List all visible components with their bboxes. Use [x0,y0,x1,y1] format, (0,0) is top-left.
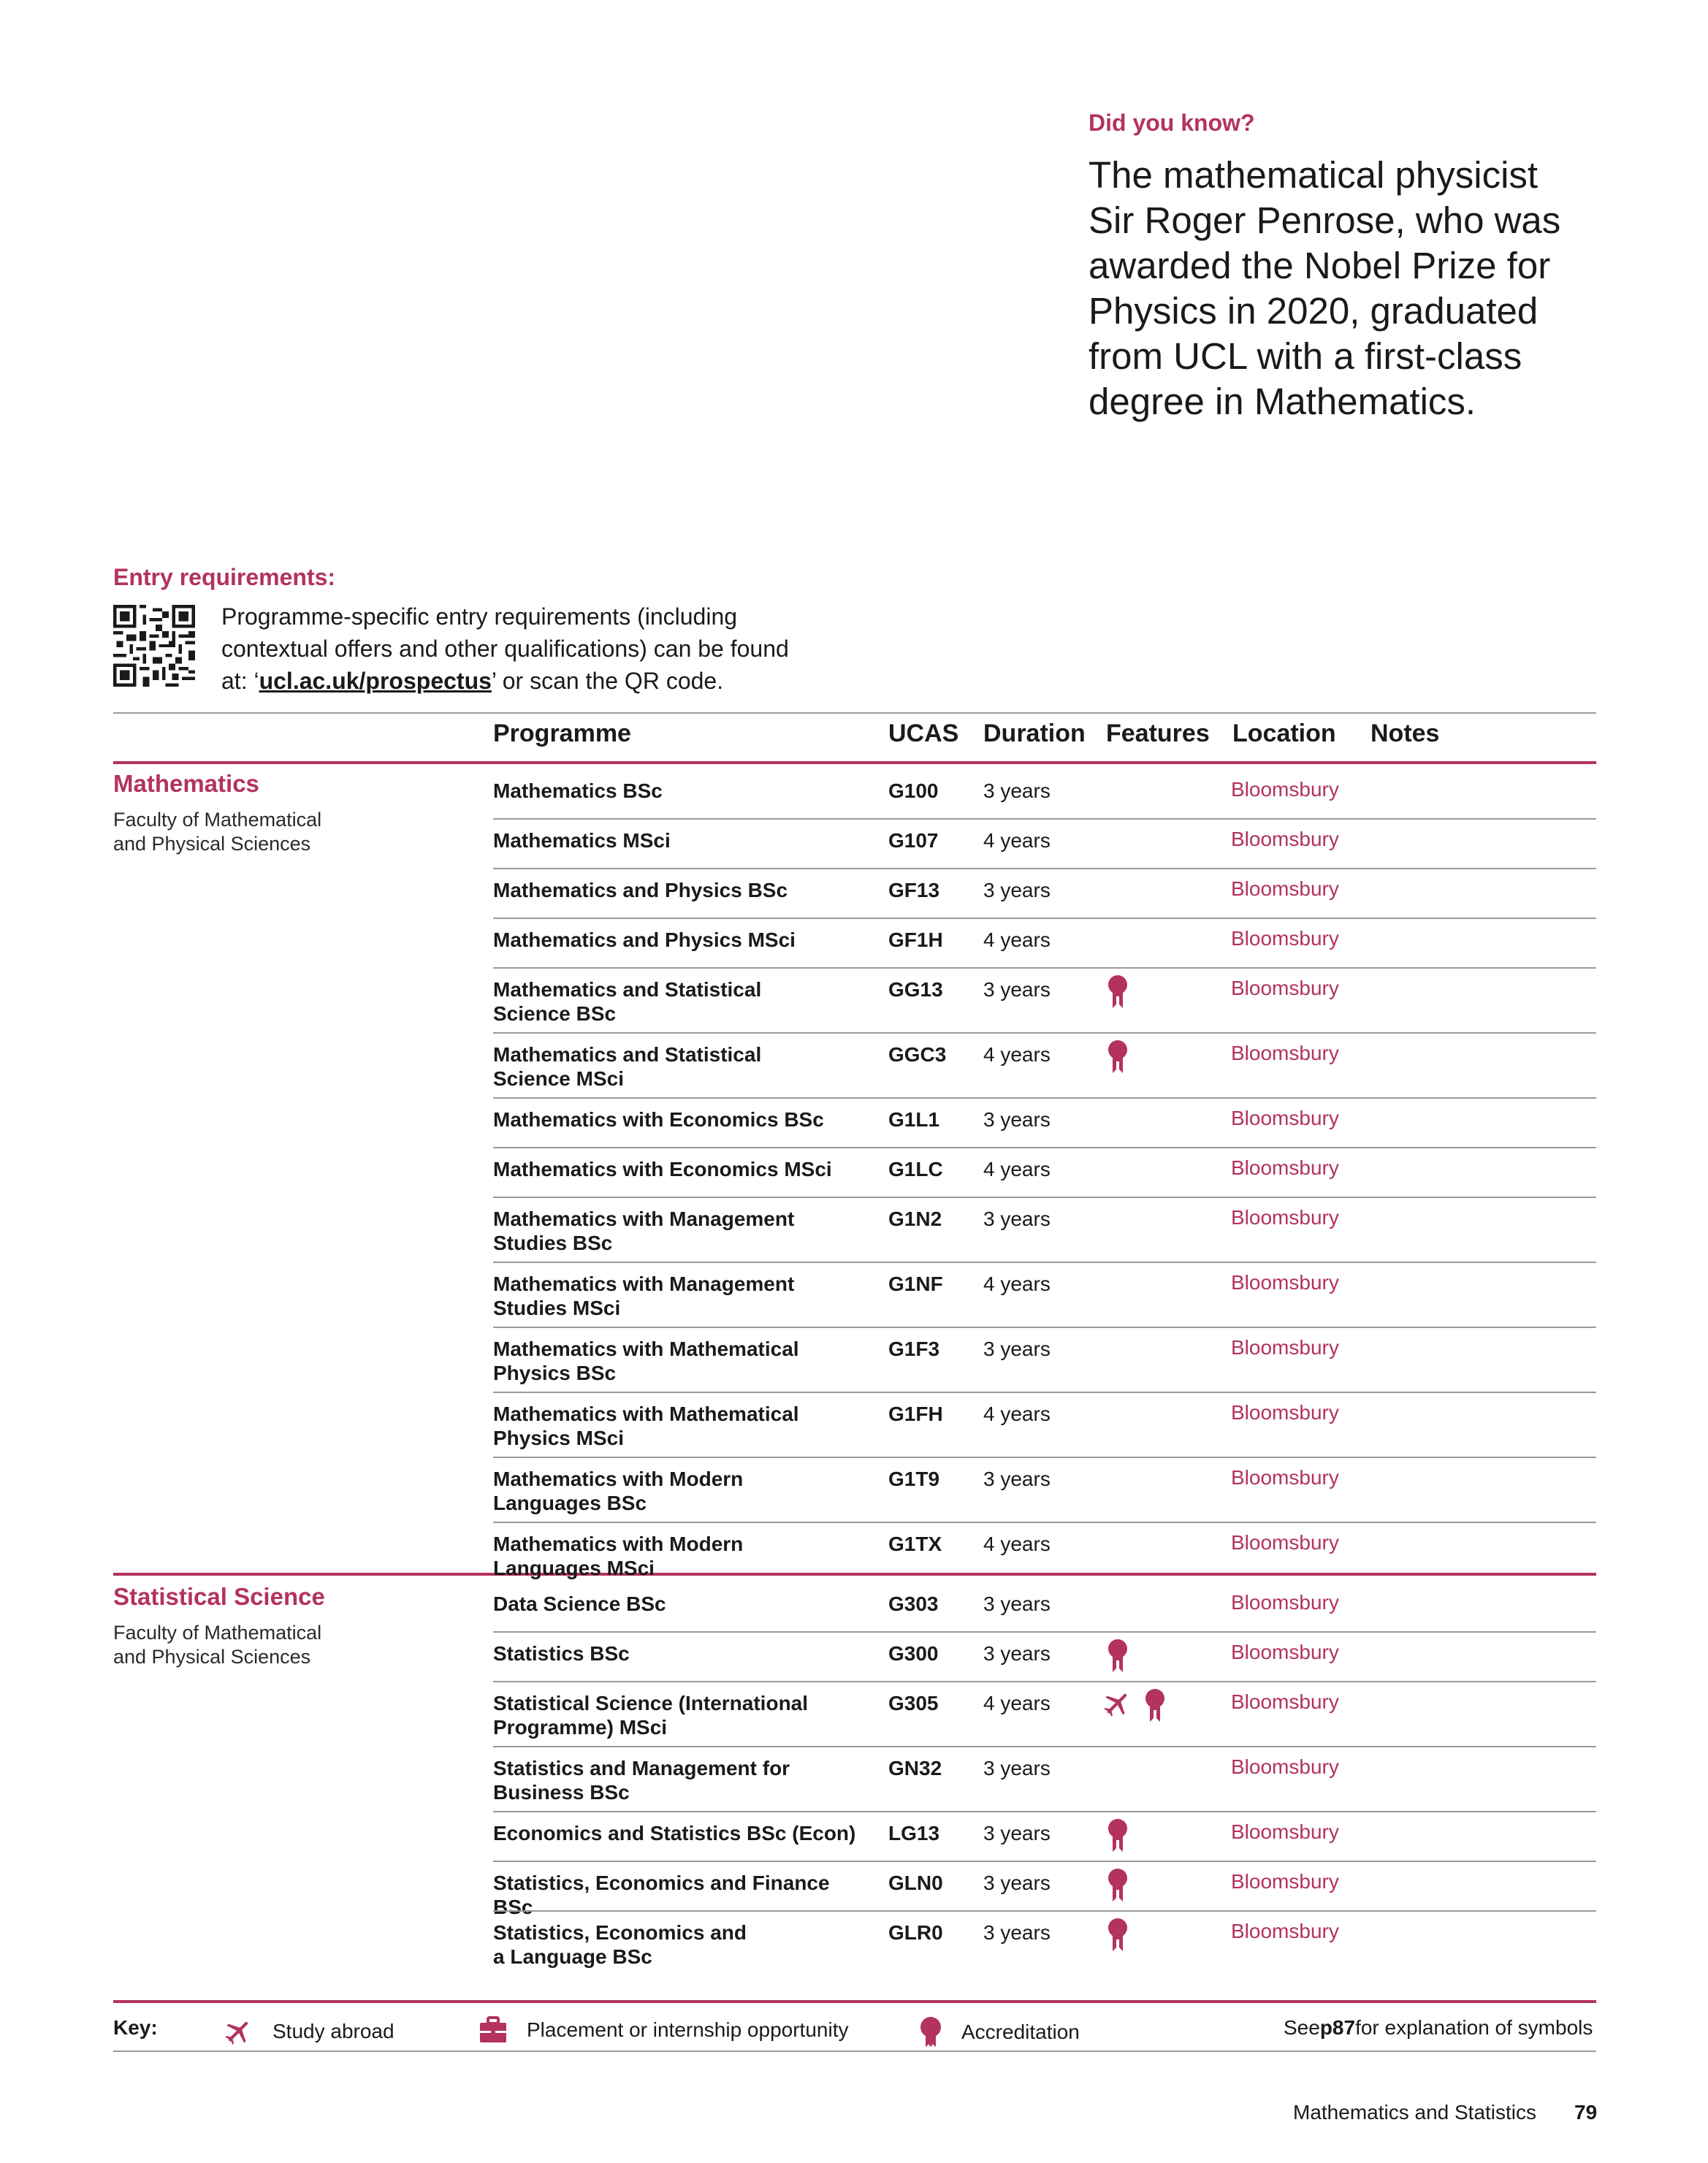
programme-name [493,928,873,952]
location: Bloomsbury [1231,1156,1339,1179]
key-placement-text: Placement or internship opportunity [527,2018,849,2041]
duration: 4 years [983,1158,1051,1180]
did-you-know-text [1089,153,1614,424]
duration: 3 years [983,1468,1051,1490]
header-location: Location [1232,720,1336,747]
ucas-code: G1NF [888,1273,943,1295]
entry-line [221,665,850,697]
duration: 4 years [983,1043,1051,1066]
programme-name-line: Mathematics and Physics BSc [493,879,788,901]
table-row[interactable] [0,1682,1708,1747]
ucas-code: GF1H [888,928,943,951]
features [1107,1868,1129,1904]
duration: 3 years [983,1338,1051,1360]
table-row[interactable] [0,1034,1708,1099]
programme-name-line: Mathematics with Mathematical [493,1338,799,1360]
key-placement [479,2016,848,2044]
key-study-abroad [223,2016,394,2047]
programme-name-line: a Language BSc [493,1945,652,1968]
programme-name-line: Statistical Science (International [493,1692,809,1714]
rosette-icon [1107,1639,1129,1677]
table-row[interactable] [0,1862,1708,1918]
programme-name-line: Statistics, Economics and [493,1921,747,1944]
programme-name-line: Science BSc [493,1002,617,1025]
location: Bloomsbury [1231,1690,1339,1713]
duration: 3 years [983,1872,1051,1894]
rosette-icon [1107,1039,1129,1078]
entry-requirements-text [221,600,850,697]
table-row[interactable] [0,869,1708,919]
programme-name [493,1532,873,1580]
programme-name-line: Mathematics with Mathematical [493,1403,799,1425]
location: Bloomsbury [1231,927,1339,950]
location: Bloomsbury [1231,1466,1339,1489]
rosette-icon [1144,1688,1166,1727]
did-you-know-line: The mathematical physicist [1089,154,1539,196]
group-title: Mathematics [113,770,259,797]
group-faculty-line: Faculty of Mathematical [113,809,322,831]
table-row[interactable] [0,1747,1708,1812]
table-row[interactable] [0,1393,1708,1458]
duration: 3 years [983,879,1051,901]
ucas-code: GLR0 [888,1921,943,1944]
programme-name [493,1821,873,1845]
programme-name [493,1592,873,1616]
location: Bloomsbury [1231,1870,1339,1893]
features [1102,1688,1166,1725]
duration: 4 years [983,1273,1051,1295]
ucas-code: GG13 [888,978,943,1001]
programme-name [493,1467,873,1515]
header-features: Features [1106,720,1210,747]
programme-name-line: Mathematics with Modern [493,1468,744,1490]
duration: 3 years [983,1757,1051,1779]
programme-name [493,779,873,803]
programme-name-line: Economics and Statistics BSc (Econ) [493,1822,856,1845]
location: Bloomsbury [1231,1401,1339,1424]
location: Bloomsbury [1231,1271,1339,1294]
entry-line: Programme-specific entry requirements (including [221,603,738,630]
duration: 3 years [983,1108,1051,1131]
duration: 3 years [983,1822,1051,1845]
programme-name-line: Mathematics with Economics MSci [493,1158,832,1180]
did-you-know-line: from UCL with a first-class [1089,335,1522,377]
ucas-code: G1TX [888,1533,942,1555]
programme-name-line: Statistics BSc [493,1642,630,1665]
features [1107,1818,1129,1855]
ucas-code: G1F3 [888,1338,940,1360]
table-row[interactable] [0,1263,1708,1328]
duration: 3 years [983,978,1051,1001]
programme-name [493,1920,873,1969]
ucas-code: G1L1 [888,1108,940,1131]
ucas-code: G1T9 [888,1468,940,1490]
programme-name-line: Mathematics with Economics BSc [493,1108,824,1131]
location: Bloomsbury [1231,1641,1339,1663]
duration: 3 years [983,1592,1051,1615]
header-rule [113,761,1596,764]
did-you-know-panel [1089,110,1614,424]
table-row[interactable] [0,1812,1708,1862]
header-notes: Notes [1370,720,1440,747]
programme-name [493,1756,873,1804]
header-duration: Duration [983,720,1086,747]
did-you-know-line: Sir Roger Penrose, who was [1089,199,1561,241]
programme-name [493,828,873,852]
duration: 4 years [983,1533,1051,1555]
key-bottom-rule [113,2051,1596,2052]
key-note-page[interactable]: p87 [1319,2016,1356,2039]
rosette-icon [1107,1818,1129,1857]
programme-name-line: Physics BSc [493,1362,617,1384]
key-note [1284,2016,1593,2040]
airplane-icon [1102,1688,1132,1723]
table-row[interactable] [0,919,1708,969]
programme-name-line: Statistics, Economics and Finance BSc [493,1872,830,1918]
rosette-icon [1107,974,1129,1013]
key-note-suffix: for explanation of symbols [1355,2016,1593,2039]
entry-line: contextual offers and other qualifications) can be found [221,636,789,662]
header-programme: Programme [493,720,631,747]
header-ucas: UCAS [888,720,959,747]
rosette-icon [919,2016,942,2048]
ucas-code: GLN0 [888,1872,943,1894]
location: Bloomsbury [1231,1206,1339,1229]
table-row[interactable] [0,1912,1708,1977]
table-row[interactable] [0,1633,1708,1682]
table-row[interactable] [0,820,1708,869]
duration: 4 years [983,829,1051,852]
entry-line-suffix: ’ or scan the QR code. [491,668,724,694]
location: Bloomsbury [1231,1820,1339,1843]
did-you-know-heading: Did you know? [1089,110,1255,136]
programme-name-line: Mathematics and Statistical [493,1043,762,1066]
programme-name-line: Languages MSci [493,1557,655,1579]
programme-name [493,1107,873,1132]
table-row[interactable] [0,1148,1708,1198]
programme-name [493,1042,873,1091]
key-study-abroad-text: Study abroad [272,2020,394,2042]
table-row[interactable] [0,969,1708,1034]
programme-name-line: Data Science BSc [493,1592,666,1615]
duration: 4 years [983,928,1051,951]
location: Bloomsbury [1231,877,1339,900]
ucas-code: G1LC [888,1158,943,1180]
table-row[interactable] [0,1198,1708,1263]
table-top-rule [113,712,1596,714]
key-label [113,2016,158,2040]
table-row[interactable] [0,1458,1708,1523]
features [1107,1918,1129,1954]
rosette-icon [1107,1868,1129,1907]
table-row[interactable] [0,1523,1708,1588]
programme-name [493,1272,873,1320]
programme-name-line: Programme) MSci [493,1716,668,1739]
did-you-know-line: Physics in 2020, graduated [1089,290,1539,332]
did-you-know-line: awarded the Nobel Prize for [1089,245,1551,286]
table-row[interactable] [0,770,1708,820]
programme-name-line: Mathematics BSc [493,779,663,802]
group-faculty-line: and Physical Sciences [113,1646,311,1668]
table-row[interactable] [0,1099,1708,1148]
entry-requirements-title: Entry requirements: [113,564,336,590]
group-faculty-line: and Physical Sciences [113,833,311,855]
key-label-text: Key: [113,2016,158,2039]
ucas-code: G303 [888,1592,939,1615]
programme-name [493,1207,873,1255]
ucas-code: G305 [888,1692,939,1714]
location: Bloomsbury [1231,828,1339,850]
ucas-code: G1N2 [888,1208,942,1230]
features [1107,1039,1129,1076]
programme-name [493,1337,873,1385]
entry-line-prefix: at: ‘ [221,668,259,694]
duration: 3 years [983,1208,1051,1230]
programme-name [493,1157,873,1181]
table-row[interactable] [0,1328,1708,1393]
did-you-know-line: degree in Mathematics. [1089,381,1476,422]
duration: 3 years [983,1921,1051,1944]
ucas-code: G107 [888,829,939,852]
programme-name [493,1641,873,1666]
ucas-code: GGC3 [888,1043,947,1066]
location: Bloomsbury [1231,1336,1339,1359]
rosette-icon [1107,1918,1129,1956]
programme-name-line: Studies BSc [493,1232,613,1254]
programme-name [493,977,873,1026]
table-row[interactable] [0,1583,1708,1633]
programme-name-line: Science MSci [493,1067,624,1090]
programme-name-line: Mathematics with Management [493,1273,795,1295]
programme-name-line: Physics MSci [493,1427,624,1449]
programme-name-line: Studies MSci [493,1297,621,1319]
location: Bloomsbury [1231,1755,1339,1778]
briefcase-icon [479,2016,508,2044]
location: Bloomsbury [1231,1920,1339,1942]
ucas-code: G300 [888,1642,939,1665]
features [1107,974,1129,1011]
airplane-icon [223,2016,253,2047]
features [1107,1639,1129,1675]
key-note-prefix: See [1284,2016,1320,2039]
programme-name [493,1691,873,1739]
group-title: Statistical Science [113,1583,325,1610]
ucas-code: G1FH [888,1403,943,1425]
location: Bloomsbury [1231,1591,1339,1614]
ucas-code: GF13 [888,879,940,901]
location: Bloomsbury [1231,778,1339,801]
location: Bloomsbury [1231,1042,1339,1064]
duration: 4 years [983,1403,1051,1425]
programme-name-line: Mathematics and Physics MSci [493,928,796,951]
programme-name-line: Statistics and Management for [493,1757,790,1779]
ucas-code: GN32 [888,1757,942,1779]
ucas-code: LG13 [888,1822,940,1845]
programme-name-line: Mathematics with Modern [493,1533,744,1555]
duration: 4 years [983,1692,1051,1714]
programme-name-line: Mathematics with Management [493,1208,795,1230]
programme-name-line: Mathematics MSci [493,829,671,852]
key-top-rule [113,2000,1596,2003]
ucas-code: G100 [888,779,939,802]
location: Bloomsbury [1231,1107,1339,1129]
duration: 3 years [983,1642,1051,1665]
location: Bloomsbury [1231,1531,1339,1554]
qr-code-icon[interactable] [113,605,195,687]
programme-name [493,878,873,902]
key-accreditation [919,2016,1080,2048]
key-accreditation-text: Accreditation [961,2021,1080,2043]
programme-name [493,1402,873,1450]
prospectus-link[interactable]: ucl.ac.uk/prospectus [259,668,492,694]
programme-name-line: Mathematics and Statistical [493,978,762,1001]
footer-section-title: Mathematics and Statistics [1293,2101,1537,2124]
page-number: 79 [1574,2101,1598,2124]
group-faculty-line: Faculty of Mathematical [113,1622,322,1644]
table-header [0,720,1708,762]
programme-name-line: Languages BSc [493,1492,647,1514]
programme-name-line: Business BSc [493,1781,630,1804]
location: Bloomsbury [1231,977,1339,999]
duration: 3 years [983,779,1051,802]
